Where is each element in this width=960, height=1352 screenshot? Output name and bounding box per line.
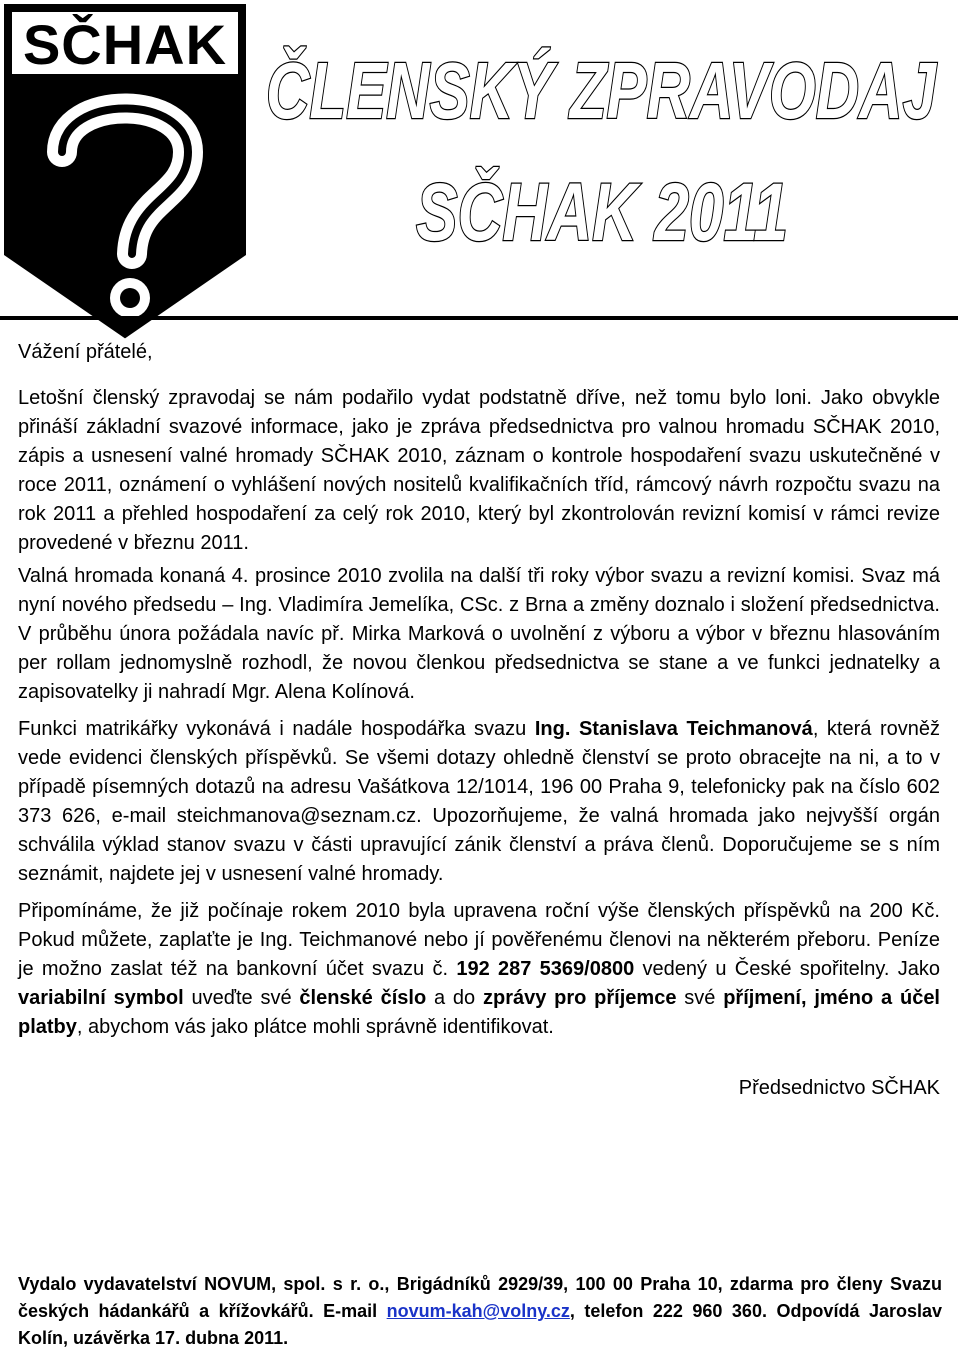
letter-body [18,338,940,1103]
greeting: Vážení přátelé, [18,341,153,363]
publisher-footer [18,1271,942,1352]
text-span: Vydalo vydavatelství NOVUM, spol. s r. o., Brigádníků 2929/39, 100 00 Praha 10, zdarma pro členy Svazu českých hádankářů a křížovkářů. E-mail [18,1274,942,1321]
text-span: vedený u České spořitelny. Jako [634,958,940,980]
text-span: uveďte své [183,987,300,1009]
paragraph-registrar [18,715,940,889]
paragraph-membership-fees [18,897,940,1042]
header-divider [0,316,958,320]
masthead-subtitle: SČHAK 2011 [416,167,788,256]
emphasis-member-number: členské číslo [299,987,427,1009]
text-span: a do [426,987,483,1009]
text-span: , telefon 222 960 360. Odpovídá Jaroslav Kolín, uzávěrka 17. dubna 2011. [18,1301,942,1348]
schak-logo [2,2,248,340]
logo-text: SČHAK [22,13,228,76]
masthead [260,36,950,256]
paragraph-general-meeting: Valná hromada konaná 4. prosince 2010 zvolila na další tři roky výbor svazu a revizní komisi. Svaz má nyní nového předsedu – Ing. Vladimíra Jemelíka, CSc. z Brna a změny doznalo i složení předsednictva. V průběhu února požádala navíc př. Mirka Marková o uvolnění z výboru a výbor v březnu hlasováním per rollam jednomyslně rozhodl, že novou členkou předsednictva se stane a ve funkci jednatelky a zapisovatelky ji nahradí Mgr. Alena Kolínová. [18,565,940,703]
bank-account: 192 287 5369/0800 [456,958,635,980]
signature: Předsednictvo SČHAK [738,1077,940,1099]
masthead-title: ČLENSKÝ ZPRAVODAJ [266,46,938,135]
paragraph-intro: Letošní členský zpravodaj se nám podařilo vydat podstatně dříve, než tomu bylo loni. Jako obvykle přináší základní svazové informace, jako je zpráva předsednictva pro valnou hromadu SČHAK 2010, zápis a usnesení valné hromady SČHAK 2010, záznam o kontrole hospodaření svazu uskutečněné v roce 2011, oznámení o vyhlášení nových nositelů kvalifikačních tříd, rámcový návrh rozpočtu svazu na rok 2011 a přehled hospodaření za celý rok 2010, který byl zkontrolován revizní komisí v rámci revize provedené v březnu 2011. [18,387,940,554]
emphasis-variable-symbol: variabilní symbol [18,987,184,1009]
emphasis-payment-message: zprávy pro příjemce [482,987,677,1009]
text-span: Funkci matrikářky vykonává i nadále hospodářka svazu [18,718,535,740]
text-span: , abychom vás jako plátce mohli správně identifikovat. [76,1016,554,1038]
text-span: , která rovněž vede evidenci členských příspěvků. Se všemi dotazy ohledně členství se proto obracejte na ni, a to v případě písemných dotazů na adresu Vašátkova 12/1014, 196 00 Praha 9, telefonicky pak na číslo 602 373 626, e-mail steichmanova@seznam.cz. Upozorňujeme, že valná hromada jako nejvyšší orgán schválila výklad stanov svazu v části upravující zánik členství a práva členů. Doporučujeme se s ním seznámit, najdete jej v usnesení valné hromady. [18,718,940,885]
text-span: své [676,987,724,1009]
publisher-email-link[interactable]: novum-kah@volny.cz [386,1301,570,1321]
text-span: Připomínáme, že již počínaje rokem 2010 byla upravena roční výše členských příspěvků na 200 Kč. Pokud můžete, zaplaťte je Ing. Teichmanové nebo jí pověřenému členovi na některém přeboru. Peníze je možno zaslat též na bankovní účet svazu č. [18,900,940,980]
emphasis-payer-identity: příjmení, jméno a účel platby [18,987,940,1038]
registrar-name: Ing. Stanislava Teichmanová [534,718,813,740]
